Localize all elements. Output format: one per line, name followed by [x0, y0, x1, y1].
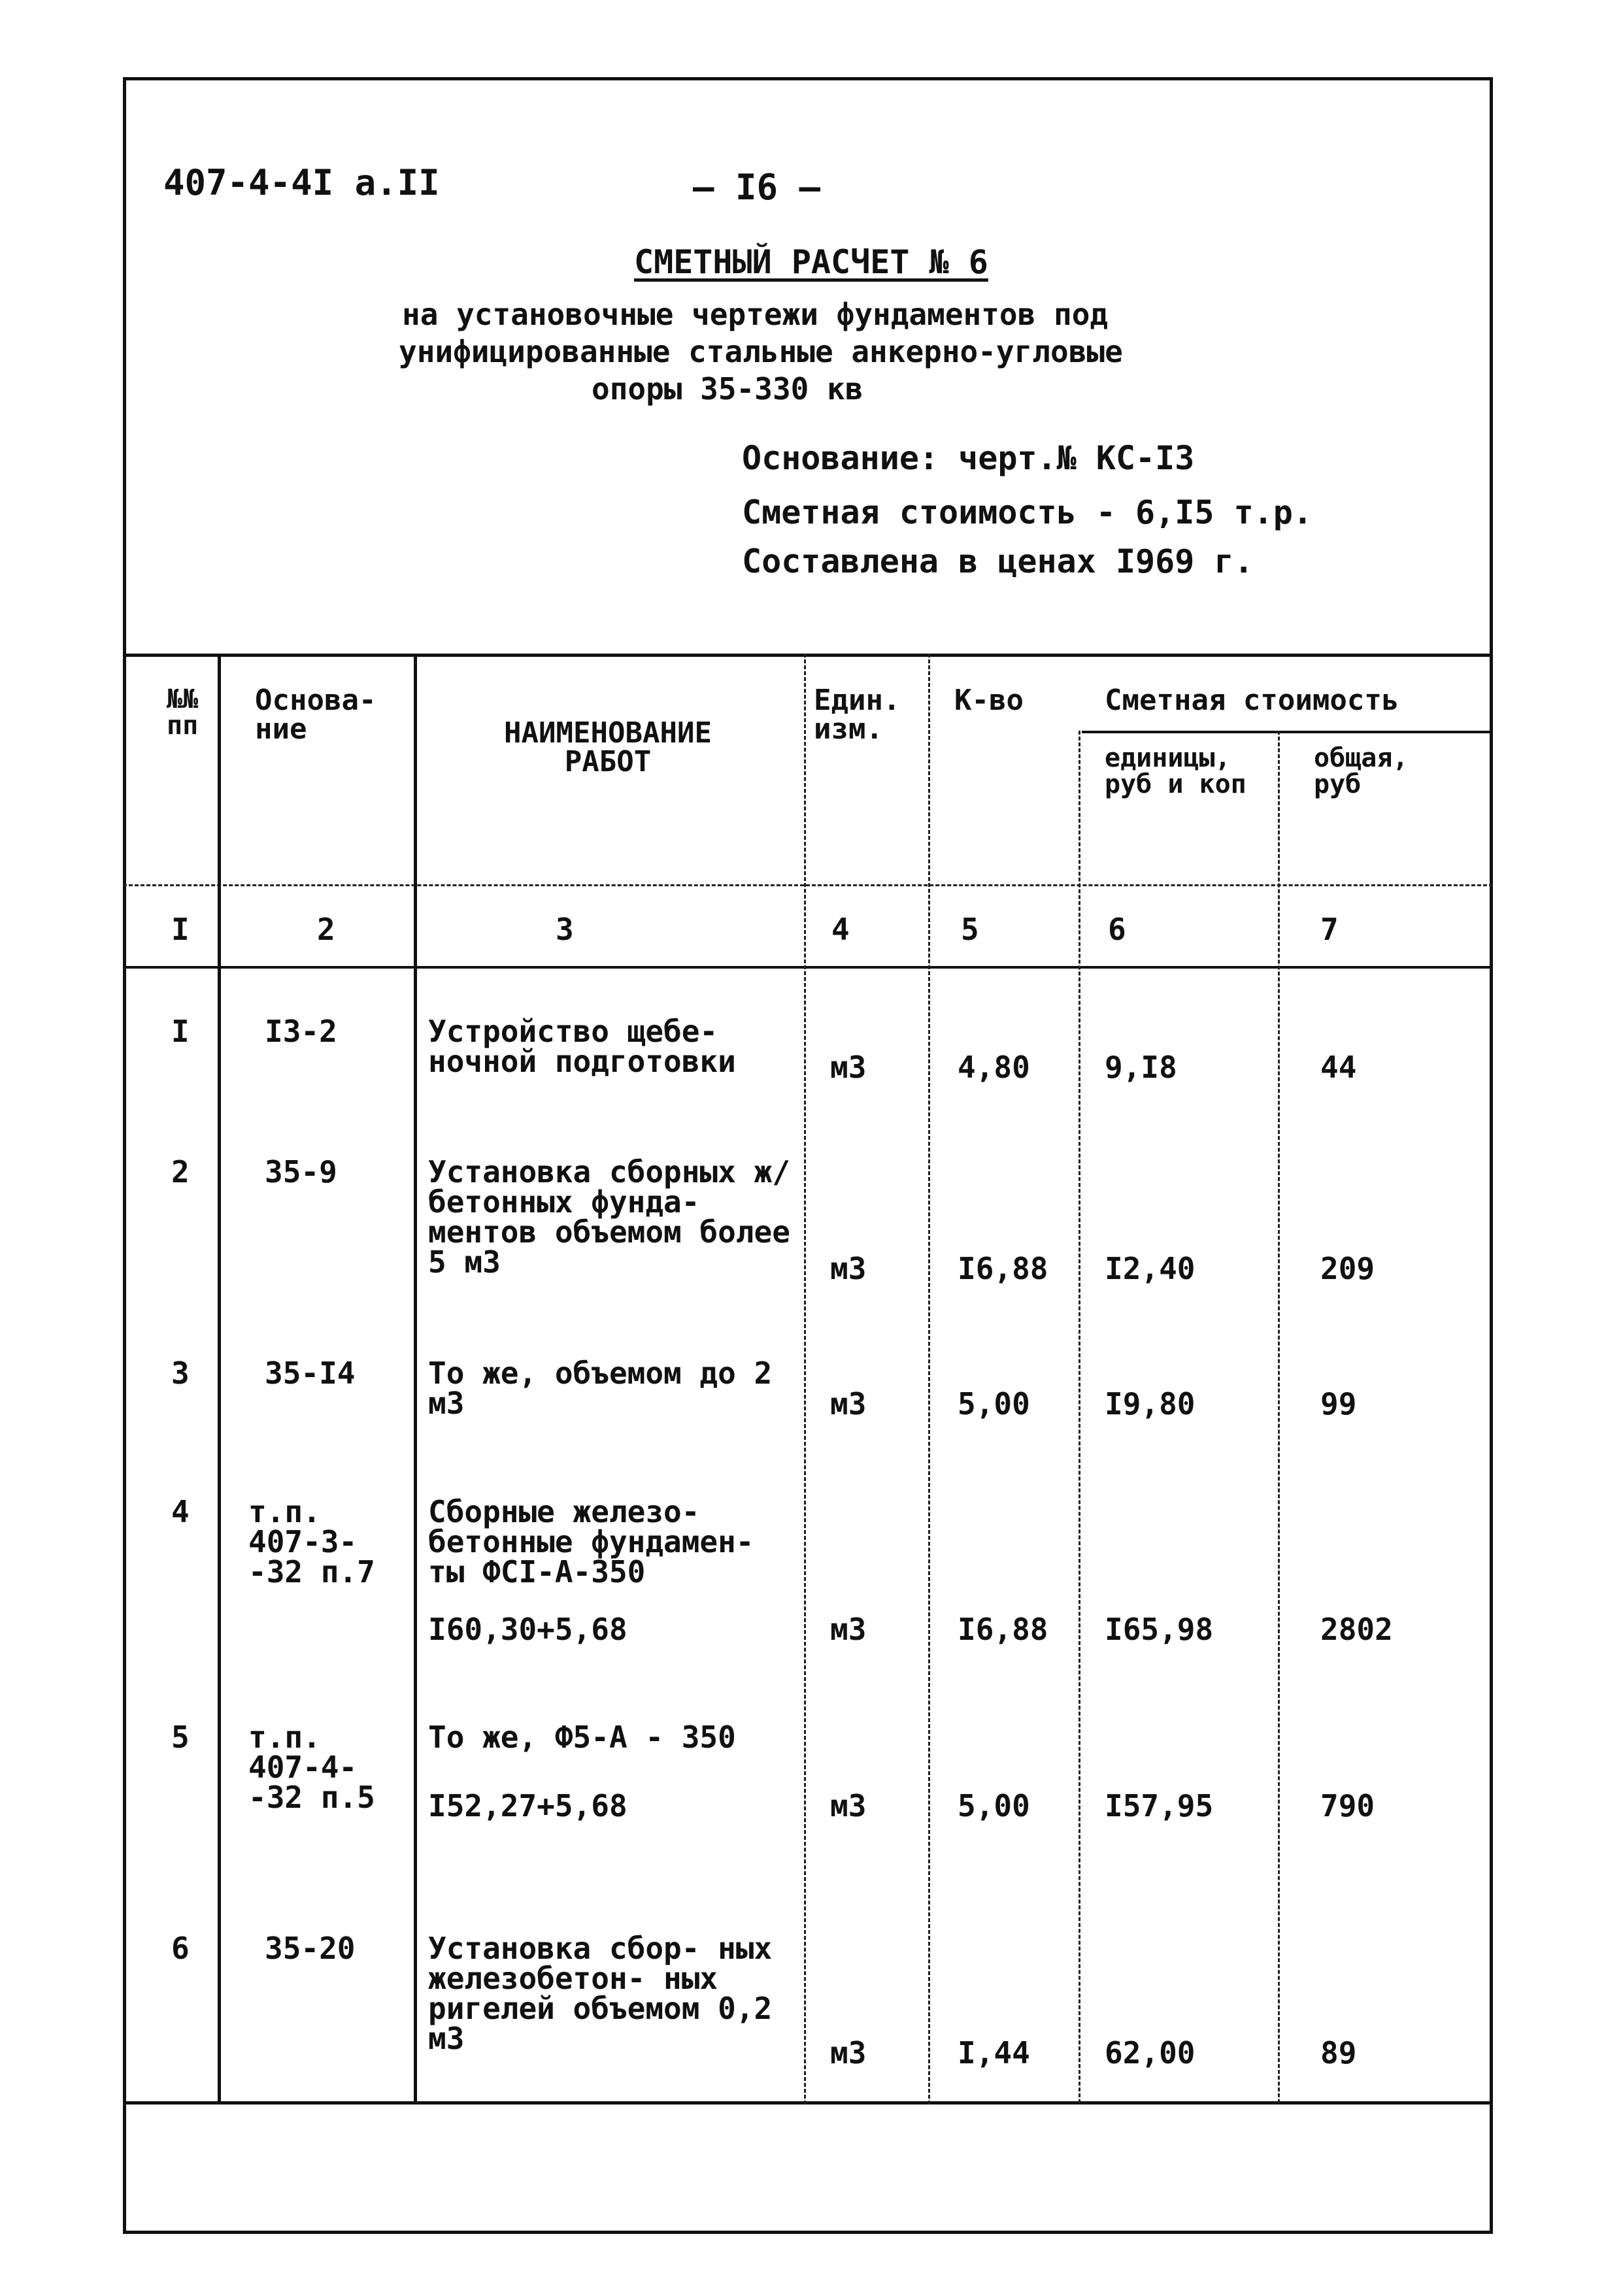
row-1-name: Устройство щебе- ночной подготовки	[428, 1014, 736, 1079]
row-5-quantity: 5,00	[958, 1788, 1030, 1823]
row-3-name: То же, объемом до 2 м3	[428, 1356, 773, 1421]
row-4-quantity: I6,88	[958, 1612, 1048, 1647]
col-divider-4	[928, 654, 930, 2105]
col-divider-5	[1079, 731, 1080, 2103]
estimate-title	[634, 243, 988, 281]
row-2-unit-cost: I2,40	[1105, 1251, 1196, 1286]
header-unit: Един. изм.	[814, 684, 901, 746]
header-basis: Основа- ние	[255, 684, 376, 746]
header-unit-cost: единицы, руб и коп	[1105, 743, 1246, 799]
col-divider-6	[1278, 731, 1280, 2103]
row-3-unit: м3	[830, 1386, 867, 1422]
col-number-2: 2	[317, 912, 335, 947]
row-3-basis: 35-I4	[265, 1356, 356, 1391]
header-quantity: К-во	[954, 684, 1024, 717]
col-divider-2	[414, 654, 417, 2105]
row-4-basis: т.п. 407-3- -32 п.7	[248, 1494, 375, 1589]
document-code: 407-4-4I а.II	[163, 162, 440, 203]
header-work-name: НАИМЕНОВАНИЕ РАБОТ	[504, 716, 712, 778]
header-row-number: №№ пп	[167, 684, 199, 740]
row-4-name: Сборные железо- бетонные фундамен- ты ФСI-А-350	[428, 1494, 754, 1589]
row-3-unit-cost: I9,80	[1105, 1386, 1196, 1422]
numbers-bottom-rule	[123, 966, 1493, 969]
header-bottom-rule	[123, 884, 1493, 886]
row-6-basis: 35-20	[265, 1931, 356, 1966]
subtitle-line-2: унифицированные стальные анкерно-угловые	[399, 334, 1123, 369]
header-estimated-cost: Сметная стоимость	[1105, 684, 1399, 717]
page-number: – I6 –	[693, 167, 821, 208]
row-6-number: 6	[171, 1931, 190, 1966]
row-3-quantity: 5,00	[958, 1386, 1030, 1422]
col-number-7: 7	[1320, 912, 1339, 947]
cost-group-rule	[1082, 731, 1493, 733]
row-5-name: То же, Ф5-А - 350	[428, 1720, 736, 1755]
row-2-basis: 35-9	[265, 1154, 337, 1190]
col-number-1: I	[171, 912, 190, 947]
row-3-total: 99	[1320, 1386, 1357, 1422]
row-2-number: 2	[171, 1154, 190, 1190]
row-1-unit: м3	[830, 1050, 867, 1085]
header-total: общая, руб	[1314, 743, 1409, 799]
price-base-year: Составлена в ценах I969 г.	[742, 542, 1254, 580]
row-1-total: 44	[1320, 1050, 1357, 1085]
row-4-unit: м3	[830, 1612, 867, 1647]
estimate-title-text: СМЕТНЫЙ РАСЧЕТ № 6	[634, 243, 988, 281]
row-4-number: 4	[171, 1494, 190, 1529]
subtitle-line-3: опоры 35-330 кв	[592, 371, 863, 407]
table-bottom-rule	[123, 2101, 1493, 2105]
row-4-unit-cost: I65,98	[1105, 1612, 1214, 1647]
col-divider-1	[218, 654, 221, 2105]
basis-drawing: Основание: черт.№ КС-I3	[742, 439, 1195, 477]
col-divider-3	[804, 654, 806, 2105]
row-1-basis: I3-2	[265, 1014, 337, 1049]
subtitle-line-1: на установочные чертежи фундаментов под	[402, 297, 1109, 332]
row-6-total: 89	[1320, 2035, 1357, 2071]
row-4-total: 2802	[1320, 1612, 1393, 1647]
row-6-unit: м3	[830, 2035, 867, 2071]
row-5-basis: т.п. 407-4- -32 п.5	[248, 1720, 375, 1815]
col-number-5: 5	[961, 912, 979, 947]
col-number-6: 6	[1108, 912, 1126, 947]
row-4-calculation: I60,30+5,68	[428, 1612, 627, 1647]
row-5-unit: м3	[830, 1788, 867, 1823]
row-2-name: Установка сборных ж/бетонных фунда- ментов объемом более 5 м3	[428, 1154, 790, 1280]
row-5-calculation: I52,27+5,68	[428, 1788, 627, 1823]
table-top-rule	[123, 654, 1493, 657]
row-6-name: Установка сбор- ных железобетон- ных ригелей объемом 0,2 м3	[428, 1931, 773, 2056]
row-5-number: 5	[171, 1720, 190, 1755]
row-6-unit-cost: 62,00	[1105, 2035, 1196, 2071]
row-3-number: 3	[171, 1356, 190, 1391]
row-5-unit-cost: I57,95	[1105, 1788, 1214, 1823]
col-number-3: 3	[556, 912, 574, 947]
row-2-unit: м3	[830, 1251, 867, 1286]
col-number-4: 4	[831, 912, 850, 947]
row-5-total: 790	[1320, 1788, 1375, 1823]
row-2-total: 209	[1320, 1251, 1375, 1286]
row-2-quantity: I6,88	[958, 1251, 1048, 1286]
estimated-cost: Сметная стоимость - 6,I5 т.р.	[742, 493, 1313, 531]
row-6-quantity: I,44	[958, 2035, 1030, 2071]
row-1-unit-cost: 9,I8	[1105, 1050, 1177, 1085]
row-1-number: I	[171, 1014, 190, 1049]
row-1-quantity: 4,80	[958, 1050, 1030, 1085]
